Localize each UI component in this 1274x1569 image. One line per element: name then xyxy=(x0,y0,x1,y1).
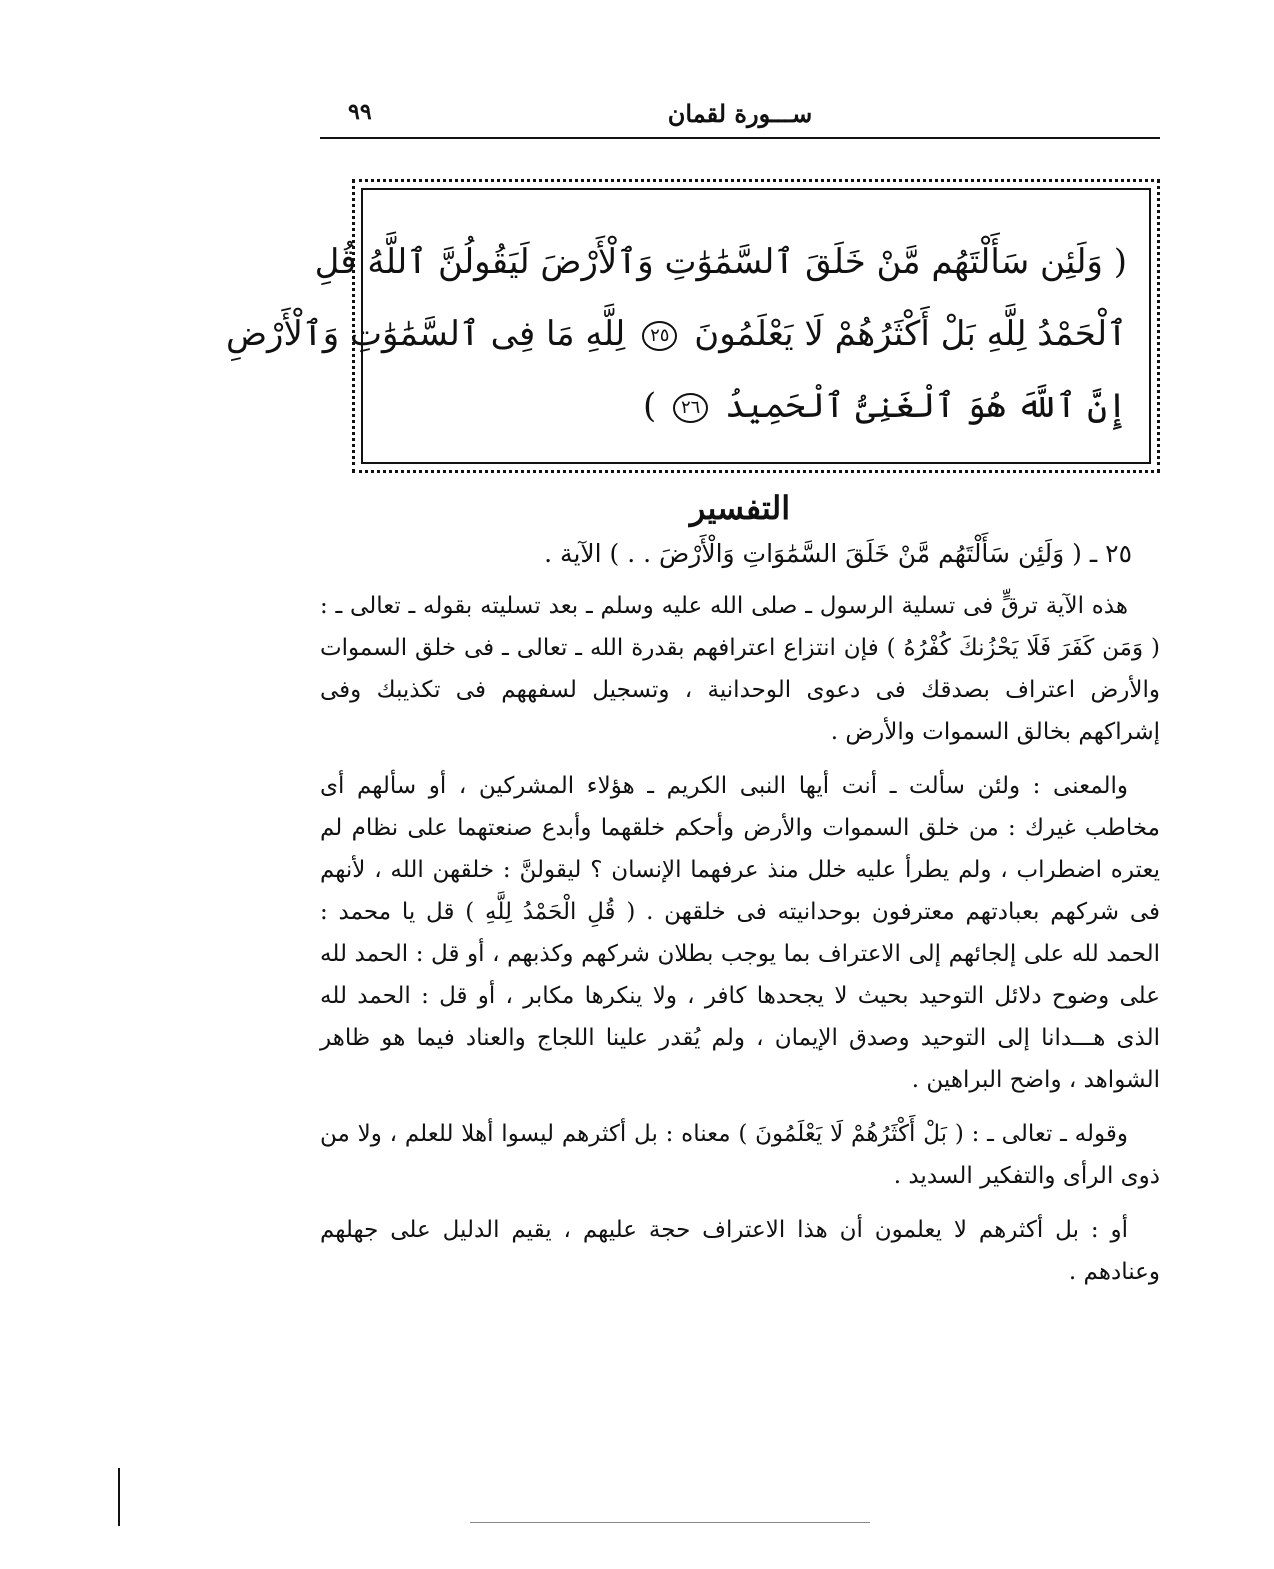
verse-line-3 xyxy=(385,370,1127,442)
verse-segment: ٱلْحَمْدُ لِلَّهِ بَلْ أَكْثَرُهُمْ لَا يَعْلَمُونَ xyxy=(694,314,1127,354)
ayah-number-marker: ٢٦ xyxy=(673,393,708,423)
verse-line-2 xyxy=(225,298,1127,370)
margin-mark xyxy=(118,1468,120,1526)
verse-segment: لِلَّهِ مَا فِى ٱلسَّمَٰوَٰتِ وَٱلْأَرْضِ xyxy=(225,314,626,354)
page-number: ٩٩ xyxy=(348,99,372,125)
running-header xyxy=(320,95,1160,139)
verse-line-1: ( وَلَئِن سَأَلْتَهُم مَّنْ خَلَقَ ٱلسَّمَٰوَٰتِ وَٱلْأَرْضَ لَيَقُولُنَّ ٱللَّهُ قُلِ xyxy=(314,242,1127,282)
bottom-divider xyxy=(470,1522,870,1523)
verse-segment: إِنَّ ٱللَّهَ هُوَ ٱلْغَنِىُّ ٱلْحَمِيدُ xyxy=(725,386,1127,426)
tafsir-paragraph: وقوله ـ تعالى ـ : ( بَلْ أَكْثَرُهُمْ لَا يَعْلَمُونَ ) معناه : بل أكثرهم ليسوا أهلا للعلم ، ولا من ذوى الرأى والتفكير السديد . xyxy=(320,1121,1160,1189)
book-page xyxy=(225,95,1160,1545)
tafsir-heading: التفسير xyxy=(689,489,791,527)
surah-title: ســـورة لقمان xyxy=(667,99,813,128)
verse-closing-bracket: ) xyxy=(642,386,657,426)
ayah-number-marker: ٢٥ xyxy=(642,321,677,351)
quran-verse-frame xyxy=(225,179,1160,473)
tafsir-paragraph: أو : بل أكثرهم لا يعلمون أن هذا الاعتراف حجة عليهم ، يقيم الدليل على جهلهم وعنادهم . xyxy=(320,1217,1160,1285)
quran-verse-box xyxy=(225,188,1151,464)
verse-reference: ٢٥ ـ ( وَلَئِن سَأَلْتَهُم مَّنْ خَلَقَ السَّمَٰوَاتِ وَالْأَرْضَ . . ) الآية . xyxy=(544,539,1132,568)
tafsir-paragraph: هذه الآية ترقٍّ فى تسلية الرسول ـ صلى الله عليه وسلم ـ بعد تسليته بقوله ـ تعالى ـ : ( وَمَن كَفَرَ فَلَا يَحْزُنكَ كُفْرُهُ ) فإن انتزاع اعترافهم بقدرة الله ـ تعالى ـ فى خلق السموات والأرض اعتراف بصدقك فى دعوى الوحدانية ، وتسجيل لسفههم فى تكذيبك وفى إشراكهم بخالق السموات والأرض . xyxy=(320,593,1160,745)
tafsir-paragraph: والمعنى : ولئن سألت ـ أنت أيها النبى الكريم ـ هؤلاء المشركين ، أو سألهم أى مخاطب غيرك : من خلق السموات والأرض وأحكم خلقهما وأبدع صنعتهما على نظام لم يعتره اضطراب ، ولم يطرأ عليه خلل منذ عرفهما الإنسان ؟ ليقولنَّ : خلقهن الله ، لأنهم فى شركهم بعبادتهم معترفون بوحدانيته فى خلقهن . ( قُلِ الْحَمْدُ لِلَّهِ ) قل يا محمد : الحمد لله على إلجائهم إلى الاعتراف بما يوجب بطلان شركهم وكذبهم ، أو قل : الحمد لله على وضوح دلائل التوحيد بحيث لا يجحدها كافر ، ولا ينكرها مكابر ، أو قل : الحمد لله الذى هـــدانا إلى التوحيد وصدق الإيمان ، ولم يُقدر علينا اللجاج والعناد فيما هو ظاهر الشواهد ، واضح البراهين . xyxy=(320,773,1160,1093)
